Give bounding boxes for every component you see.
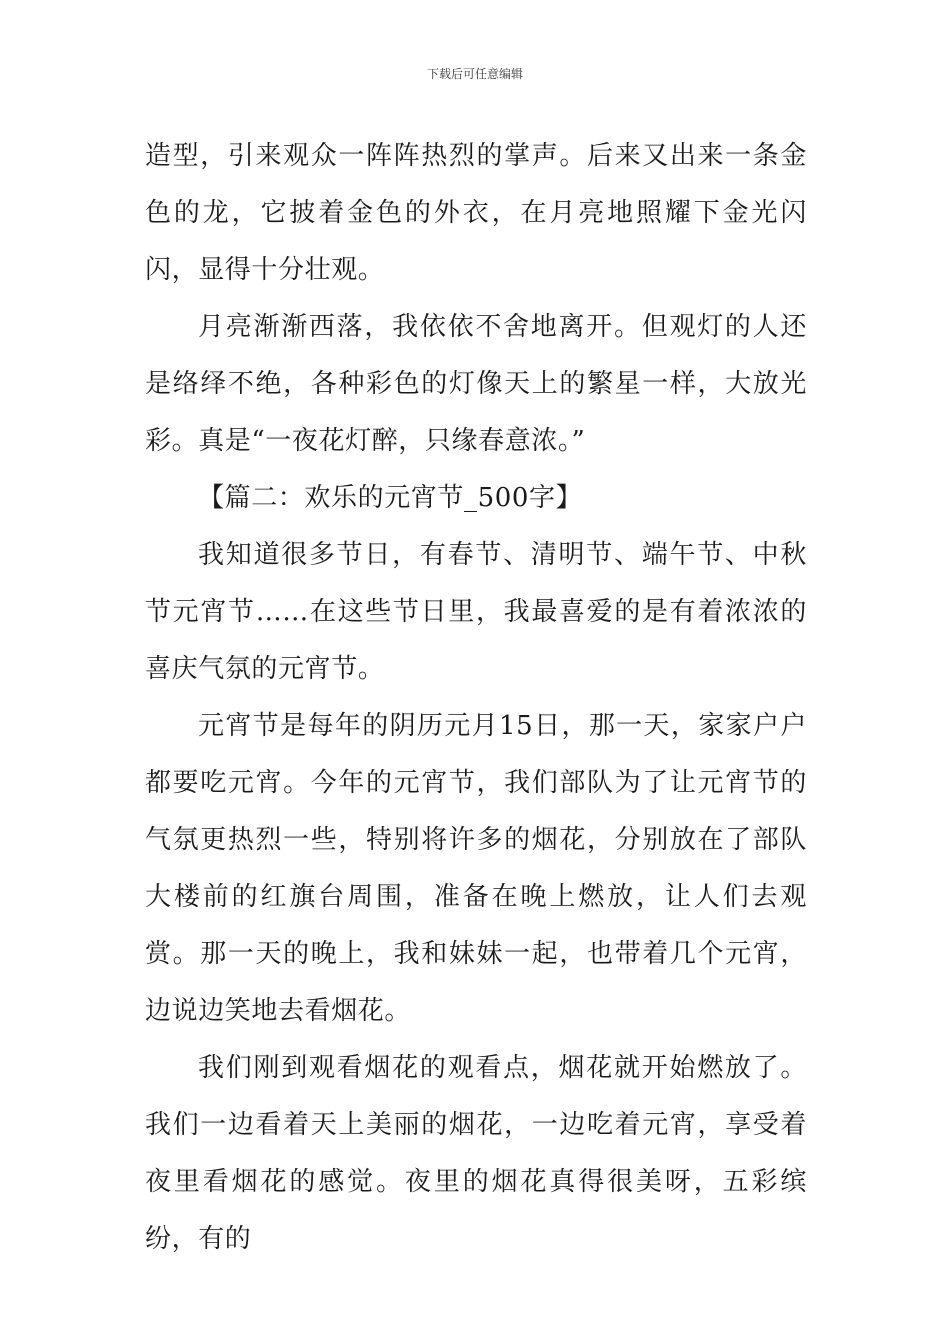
paragraph-5: 我们刚到观看烟花的观看点，烟花就开始燃放了。我们一边看着天上美丽的烟花，一边吃着元宵，享受着夜里看烟花的感觉。夜里的烟花真得很美呀，五彩缤纷，有的 xyxy=(145,1053,807,1254)
paragraph-1: 造型，引来观众一阵阵热烈的掌声。后来又出来一条金色的龙，它披着金色的外衣，在月亮地照耀下金光闪闪，显得十分壮观。 xyxy=(145,141,807,285)
paragraph-2: 月亮渐渐西落，我依依不舍地离开。但观灯的人还是络绎不绝，各种彩色的灯像天上的繁星一样，大放光彩。真是“一夜花灯醉，只缘春意浓。” xyxy=(145,312,807,456)
paragraph-4: 元宵节是每年的阴历元月15日，那一天，家家户户都要吃元宵。今年的元宵节，我们部队为了让元宵节的气氛更热烈一些，特别将许多的烟花，分别放在了部队大楼前的红旗台周围，准备在晚上燃放，让人们去观赏。那一天的晚上，我和妹妹一起，也带着几个元宵，边说边笑地去看烟花。 xyxy=(145,711,807,1026)
document-body xyxy=(145,128,807,1268)
section-heading: 【篇二：欢乐的元宵节_500字】 xyxy=(198,483,583,513)
paragraph-3: 我知道很多节日，有春节、清明节、端午节、中秋节元宵节……在这些节日里，我最喜爱的是有着浓浓的喜庆气氛的元宵节。 xyxy=(145,540,807,684)
page-header: 下载后可任意编辑 xyxy=(426,67,523,81)
